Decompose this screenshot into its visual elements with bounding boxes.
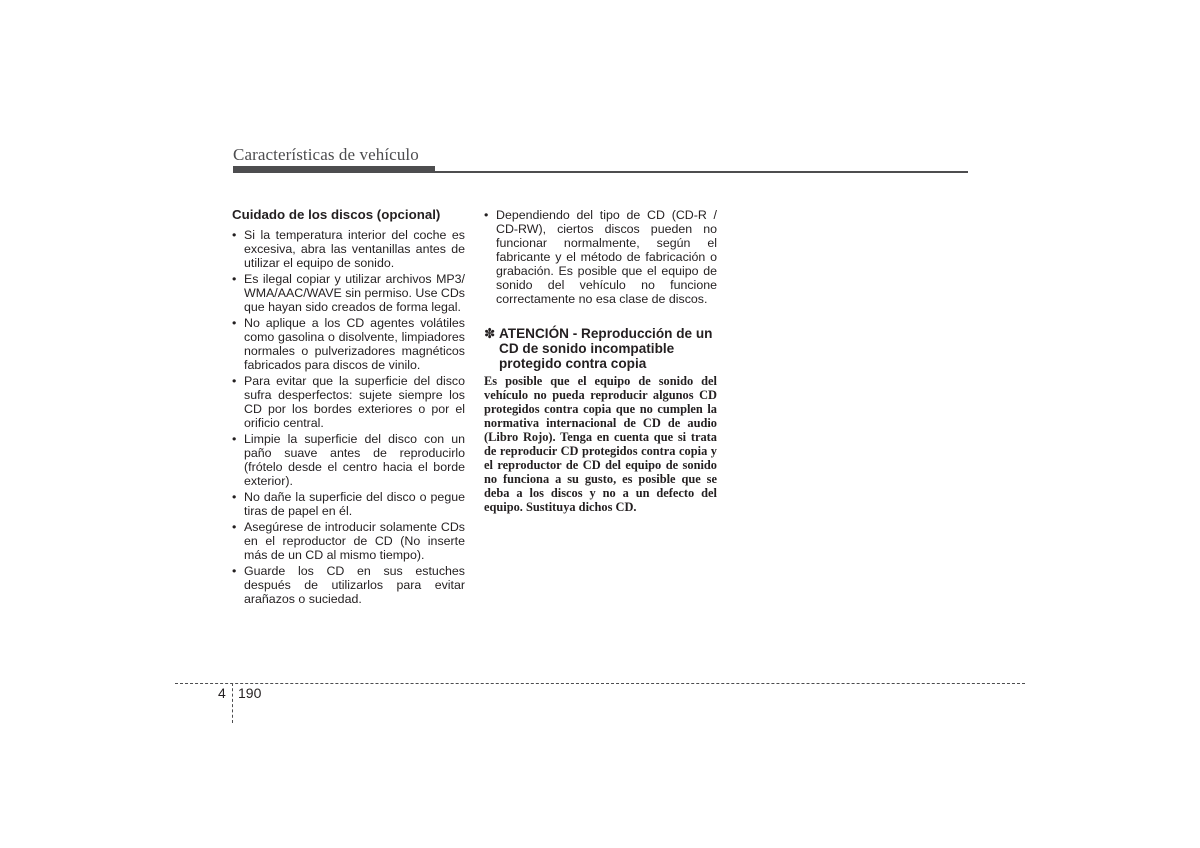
section-heading: Cuidado de los discos (opcional)	[232, 207, 441, 222]
list-item: • Asegúrese de introducir solamente CDs en el reproductor de CD (No inserte más de un CD al mismo tiempo).	[232, 520, 465, 562]
left-column	[232, 207, 465, 608]
page-header-title: Características de vehículo	[233, 145, 419, 164]
list-item: • No dañe la superficie del disco o pegue tiras de papel en él.	[232, 490, 465, 518]
page-number: 190	[238, 685, 262, 701]
header-rule-accent	[233, 166, 435, 173]
list-item: • No aplique a los CD agentes volátiles como gasolina o disolvente, limpiadores normales o pulverizadores magnéticos fabricados para discos de vinilo.	[232, 316, 465, 372]
list-item: • Guarde los CD en sus estuches después de utilizarlos para evitar arañazos o suciedad.	[232, 564, 465, 606]
list-item: • Para evitar que la superficie del disco sufra desperfectos: sujete siempre los CD por los bordes exteriores o por el orificio central.	[232, 374, 465, 430]
notice-heading-text: ATENCIÓN - Reproducción de un CD de sonido incompatible protegido contra copia	[499, 326, 713, 371]
list-item: • Dependiendo del tipo de CD (CD-R / CD-RW), ciertos discos pueden no funcionar normalmente, según el fabricante y el método de fabricación o grabación. Es posible que el equipo de sonido del vehículo no funcione correctamente no esa clase de discos.	[484, 208, 717, 306]
chapter-number: 4	[218, 685, 226, 701]
list-item: • Si la temperatura interior del coche es excesiva, abra las ventanillas antes de utilizar el equipo de sonido.	[232, 228, 465, 270]
list-item: • Limpie la superficie del disco con un paño suave antes de reproducirlo (frótelo desde el centro hacia el borde exterior).	[232, 432, 465, 488]
notice-body: Es posible que el equipo de sonido del vehículo no pueda reproducir algunos CD protegidos contra copia que no cumplen la normativa internacional de CD de audio (Libro Rojo). Tenga en cuenta que si trata de reproducir CD protegidos contra copia y el reproductor de CD del equipo de sonido no funciona a su gusto, es posible que se deba a los discos y no a un defecto del equipo. Sustituya dichos CD.	[484, 374, 717, 514]
disc-care-list	[232, 228, 465, 606]
footer-vertical-divider	[232, 683, 233, 723]
right-column	[484, 208, 717, 514]
notice-star-icon: ✽	[484, 326, 496, 341]
cd-type-list	[484, 208, 717, 306]
notice-heading	[484, 326, 717, 371]
footer-divider	[175, 683, 1025, 684]
list-item: • Es ilegal copiar y utilizar archivos MP3/ WMA/AAC/WAVE sin permiso. Use CDs que hayan sido creados de forma legal.	[232, 272, 465, 314]
